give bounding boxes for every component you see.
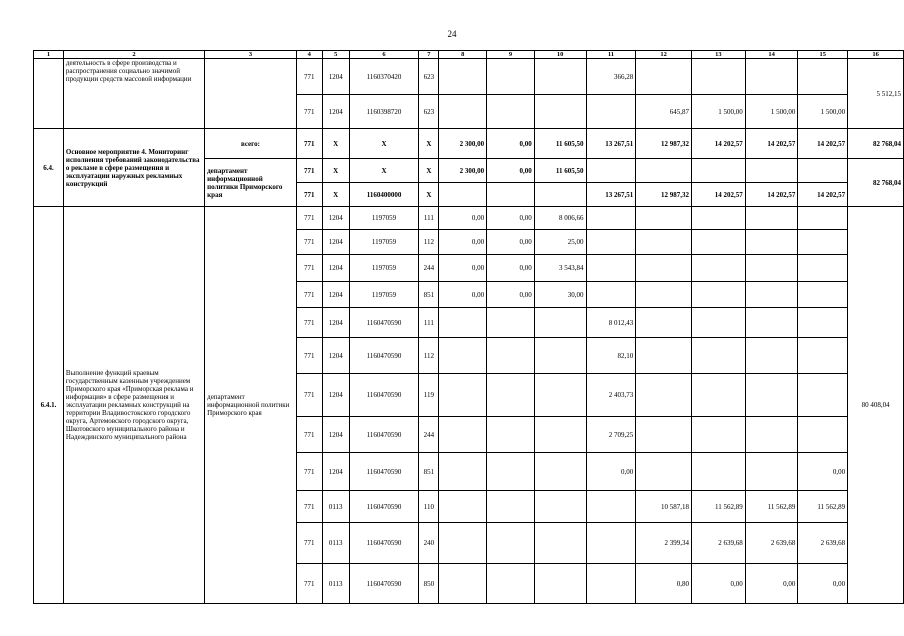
cell-col-4: 771 (296, 453, 322, 491)
cell-col-9 (487, 453, 535, 491)
header-col-8: 8 (439, 51, 487, 59)
cell-col-15 (798, 374, 848, 417)
cell-col-10 (534, 564, 586, 604)
header-col-3: 3 (205, 51, 297, 59)
cell-col-9 (487, 491, 535, 523)
cell-col-15 (798, 207, 848, 230)
cell-col-5: 1204 (322, 255, 349, 282)
cell-col-8: 2 300,00 (439, 129, 487, 159)
cell-col-9 (487, 417, 535, 453)
cell-col-13 (691, 338, 745, 374)
cell-col-11 (586, 230, 636, 255)
cell-col-10 (534, 453, 586, 491)
header-col-9: 9 (487, 51, 535, 59)
table-row (34, 59, 904, 95)
cell-col-8 (439, 564, 487, 604)
cell-col-13 (691, 417, 745, 453)
cell-col-12 (636, 453, 692, 491)
activity-executor: департамент информационной политики Приморского края (205, 159, 297, 207)
cell-col-6: 1160400000 (349, 183, 419, 207)
cell-col-13: 14 202,57 (691, 129, 745, 159)
cell-col-9 (487, 338, 535, 374)
cell-col-9 (487, 523, 535, 564)
cell-col-10: 25,00 (534, 230, 586, 255)
cell-col-15: 0,00 (798, 564, 848, 604)
cell-col-8 (439, 338, 487, 374)
cell-col-14 (745, 255, 798, 282)
header-col-15: 15 (798, 51, 848, 59)
cell-col-12: 10 587,18 (636, 491, 692, 523)
cell-col-6: 1160470590 (349, 374, 419, 417)
cell-col-13: 1 500,00 (691, 95, 745, 129)
cell-col-4: 771 (296, 255, 322, 282)
cell-col-5: 1204 (322, 374, 349, 417)
header-col-16: 16 (848, 51, 904, 59)
cell-col-4: 771 (296, 491, 322, 523)
cell-col-15 (798, 282, 848, 308)
cell-col-8 (439, 417, 487, 453)
cell-col-13 (691, 207, 745, 230)
cell-col-9 (487, 308, 535, 338)
subactivity-total: 80 408,04 (848, 207, 904, 604)
cell-col-10 (534, 59, 586, 95)
cell-col-15 (798, 230, 848, 255)
cell-col-14: 11 562,89 (745, 491, 798, 523)
cell-col-8: 2 300,00 (439, 159, 487, 183)
cell-col-9 (487, 183, 535, 207)
table-row (34, 129, 904, 159)
cell-col-4: 771 (296, 308, 322, 338)
cell-col-8 (439, 523, 487, 564)
cell-col-7: 623 (419, 59, 439, 95)
cell-col-7: 623 (419, 95, 439, 129)
cell-col-9 (487, 59, 535, 95)
subactivity-executor: департамент информационной политики Приморского края (205, 207, 297, 604)
cell-col-6: Х (349, 159, 419, 183)
cell-col-9: 0,00 (487, 230, 535, 255)
cell-col-12 (636, 417, 692, 453)
cell-col-8 (439, 374, 487, 417)
cell-col-5: 1204 (322, 338, 349, 374)
cell-col-13: 11 562,89 (691, 491, 745, 523)
cell-col-13 (691, 308, 745, 338)
header-col-4: 4 (296, 51, 322, 59)
cell-col-14: 14 202,57 (745, 183, 798, 207)
cell-col-14 (745, 230, 798, 255)
cell-col-7: 119 (419, 374, 439, 417)
cell-col-6: 1160470590 (349, 564, 419, 604)
cell-col-7: 851 (419, 282, 439, 308)
cell-col-12: 645,87 (636, 95, 692, 129)
cell-col-6: Х (349, 129, 419, 159)
header-col-7: 7 (419, 51, 439, 59)
cell-col-14 (745, 59, 798, 95)
cell-col-5: Х (322, 183, 349, 207)
cell-col-4: 771 (296, 338, 322, 374)
cell-col-6: 1197059 (349, 255, 419, 282)
cell-col-10: 30,00 (534, 282, 586, 308)
cell-col-11: 0,00 (586, 453, 636, 491)
cell-col-11: 82,10 (586, 338, 636, 374)
page-number: 24 (447, 29, 457, 39)
cell-col-14: 0,00 (745, 564, 798, 604)
cell-col-14 (745, 308, 798, 338)
cell-col-15: 2 639,68 (798, 523, 848, 564)
cell-col-6: 1160398720 (349, 95, 419, 129)
cell-col-15 (798, 308, 848, 338)
cell-col-14: 2 639,68 (745, 523, 798, 564)
cell-col-4: 771 (296, 159, 322, 183)
cell-col-7: 240 (419, 523, 439, 564)
cell-col-11: 13 267,51 (586, 129, 636, 159)
cell-col-5: 1204 (322, 417, 349, 453)
cell-col-13 (691, 230, 745, 255)
cell-col-5: 1204 (322, 59, 349, 95)
cell-col-12 (636, 207, 692, 230)
cell-col-7: 110 (419, 491, 439, 523)
cell-col-14 (745, 207, 798, 230)
cell-col-7: Х (419, 183, 439, 207)
cell-col-4: 771 (296, 183, 322, 207)
cell-col-5: 1204 (322, 453, 349, 491)
cell-col-5: 1204 (322, 230, 349, 255)
executor-total: 82 768,04 (848, 159, 904, 207)
cell-col-11 (586, 282, 636, 308)
cell-col-8 (439, 308, 487, 338)
cell-col-5: 0113 (322, 564, 349, 604)
cell-col-12 (636, 308, 692, 338)
cell-col-7: 112 (419, 230, 439, 255)
cell-col-12 (636, 59, 692, 95)
header-col-11: 11 (586, 51, 636, 59)
cell-col-10 (534, 523, 586, 564)
cell-col-12 (636, 255, 692, 282)
cell-col-7: 244 (419, 417, 439, 453)
cell-col-13: 0,00 (691, 564, 745, 604)
cell-col-8: 0,00 (439, 282, 487, 308)
cell-col-14 (745, 417, 798, 453)
header-col-1: 1 (34, 51, 64, 59)
cell-col-4: 771 (296, 95, 322, 129)
cell-col-5: 1204 (322, 282, 349, 308)
cell-col-7: Х (419, 129, 439, 159)
header-col-12: 12 (636, 51, 692, 59)
cell-col-12: 12 987,32 (636, 129, 692, 159)
cell-col-7: 851 (419, 453, 439, 491)
cell-col-11 (586, 523, 636, 564)
cell-col-4: 771 (296, 374, 322, 417)
cell-col-6: 1160370420 (349, 59, 419, 95)
cell-col-11: 366,28 (586, 59, 636, 95)
cell-col-10: 8 006,66 (534, 207, 586, 230)
cell-col-15: 14 202,57 (798, 129, 848, 159)
header-col-14: 14 (745, 51, 798, 59)
cell-col-6: 1197059 (349, 207, 419, 230)
cell-col-14 (745, 282, 798, 308)
cell-col-10 (534, 338, 586, 374)
header-col-10: 10 (534, 51, 586, 59)
cont-total: 5 512,15 (848, 59, 904, 129)
cell-col-12 (636, 159, 692, 183)
cell-col-4: 771 (296, 417, 322, 453)
cell-col-15 (798, 59, 848, 95)
cell-col-14 (745, 159, 798, 183)
cell-col-9: 0,00 (487, 159, 535, 183)
cell-col-4: 771 (296, 564, 322, 604)
cell-col-11 (586, 159, 636, 183)
cont-name: деятельность в сфере производства и распространения социально значимой продукции средств массовой информации (63, 59, 204, 129)
cell-col-4: 771 (296, 282, 322, 308)
cell-col-13 (691, 282, 745, 308)
cell-col-11 (586, 207, 636, 230)
cell-col-5: 1204 (322, 308, 349, 338)
cell-col-8 (439, 183, 487, 207)
cell-col-9 (487, 564, 535, 604)
cell-col-9: 0,00 (487, 129, 535, 159)
header-col-6: 6 (349, 51, 419, 59)
cell-col-10 (534, 183, 586, 207)
cont-executor (205, 59, 297, 129)
budget-table (33, 50, 904, 604)
cell-col-8: 0,00 (439, 230, 487, 255)
cell-col-8 (439, 453, 487, 491)
cell-col-10 (534, 417, 586, 453)
subactivity-number: 6.4.1. (34, 207, 64, 604)
total-label: всего: (205, 129, 297, 159)
cell-col-6: 1197059 (349, 282, 419, 308)
cell-col-4: 771 (296, 207, 322, 230)
cell-col-9 (487, 95, 535, 129)
activity-name: Основное мероприятие 4. Мониторинг исполнения требований законодательства о рекламе в сфере размещения и эксплуатации наружных рекламных конструкций (63, 129, 204, 207)
cell-col-11: 2 709,25 (586, 417, 636, 453)
cell-col-13 (691, 159, 745, 183)
cell-col-11 (586, 564, 636, 604)
activity-total: 82 768,04 (848, 129, 904, 159)
cell-col-8: 0,00 (439, 207, 487, 230)
cell-col-10 (534, 95, 586, 129)
activity-number: 6.4. (34, 129, 64, 207)
cell-col-13: 14 202,57 (691, 183, 745, 207)
cell-col-7: 111 (419, 207, 439, 230)
table-row (34, 207, 904, 230)
cell-col-11 (586, 255, 636, 282)
cell-col-12 (636, 374, 692, 417)
cell-col-15: 14 202,57 (798, 183, 848, 207)
cell-col-10: 11 605,50 (534, 129, 586, 159)
cell-col-5: 1204 (322, 95, 349, 129)
cell-col-12: 12 987,32 (636, 183, 692, 207)
cell-col-6: 1197059 (349, 230, 419, 255)
cell-col-11 (586, 491, 636, 523)
cell-col-15: 11 562,89 (798, 491, 848, 523)
cell-col-7: 112 (419, 338, 439, 374)
cell-col-15 (798, 338, 848, 374)
cell-col-9: 0,00 (487, 282, 535, 308)
cell-col-7: 111 (419, 308, 439, 338)
cell-col-14 (745, 338, 798, 374)
cell-col-8: 0,00 (439, 255, 487, 282)
cell-col-10 (534, 491, 586, 523)
cell-col-7: 244 (419, 255, 439, 282)
header-col-2: 2 (63, 51, 204, 59)
cell-col-10: 3 543,84 (534, 255, 586, 282)
cell-col-8 (439, 95, 487, 129)
cell-col-11: 8 012,43 (586, 308, 636, 338)
cell-col-13 (691, 59, 745, 95)
cell-col-13: 2 639,68 (691, 523, 745, 564)
cell-col-4: 771 (296, 129, 322, 159)
cell-col-15 (798, 159, 848, 183)
cell-col-7: Х (419, 159, 439, 183)
cell-col-15: 1 500,00 (798, 95, 848, 129)
subactivity-name: Выполнение функций краевым государственным казенным учреждением Приморского края «Приморская реклама и информация» в сфере размещения и эксплуатации рекламных конструкций на территории Владивостокского городского округа, Артемовского городского округа, Шкотовского муниципального района и Надеждинского муниципального района (63, 207, 204, 604)
cell-col-6: 1160470590 (349, 417, 419, 453)
cell-col-9 (487, 374, 535, 417)
cell-col-10 (534, 308, 586, 338)
cell-col-14 (745, 453, 798, 491)
cell-col-14: 1 500,00 (745, 95, 798, 129)
cell-col-13 (691, 255, 745, 282)
cell-col-11: 2 403,73 (586, 374, 636, 417)
cell-col-6: 1160470590 (349, 453, 419, 491)
cont-number (34, 59, 64, 129)
header-col-5: 5 (322, 51, 349, 59)
cell-col-11 (586, 95, 636, 129)
cell-col-7: 850 (419, 564, 439, 604)
cell-col-8 (439, 59, 487, 95)
cell-col-9: 0,00 (487, 255, 535, 282)
cell-col-10 (534, 374, 586, 417)
cell-col-14: 14 202,57 (745, 129, 798, 159)
cell-col-13 (691, 453, 745, 491)
cell-col-15 (798, 255, 848, 282)
cell-col-6: 1160470590 (349, 338, 419, 374)
cell-col-15: 0,00 (798, 453, 848, 491)
cell-col-6: 1160470590 (349, 308, 419, 338)
cell-col-11: 13 267,51 (586, 183, 636, 207)
cell-col-13 (691, 374, 745, 417)
table-row (34, 51, 904, 59)
cell-col-4: 771 (296, 523, 322, 564)
header-col-13: 13 (691, 51, 745, 59)
cell-col-8 (439, 491, 487, 523)
cell-col-12: 2 399,34 (636, 523, 692, 564)
cell-col-4: 771 (296, 59, 322, 95)
cell-col-9: 0,00 (487, 207, 535, 230)
cell-col-5: Х (322, 159, 349, 183)
cell-col-12: 0,80 (636, 564, 692, 604)
cell-col-5: 0113 (322, 491, 349, 523)
cell-col-5: 1204 (322, 207, 349, 230)
cell-col-10: 11 605,50 (534, 159, 586, 183)
cell-col-12 (636, 230, 692, 255)
cell-col-12 (636, 338, 692, 374)
cell-col-5: 0113 (322, 523, 349, 564)
cell-col-12 (636, 282, 692, 308)
cell-col-4: 771 (296, 230, 322, 255)
cell-col-6: 1160470590 (349, 523, 419, 564)
cell-col-15 (798, 417, 848, 453)
cell-col-6: 1160470590 (349, 491, 419, 523)
cell-col-5: Х (322, 129, 349, 159)
cell-col-14 (745, 374, 798, 417)
